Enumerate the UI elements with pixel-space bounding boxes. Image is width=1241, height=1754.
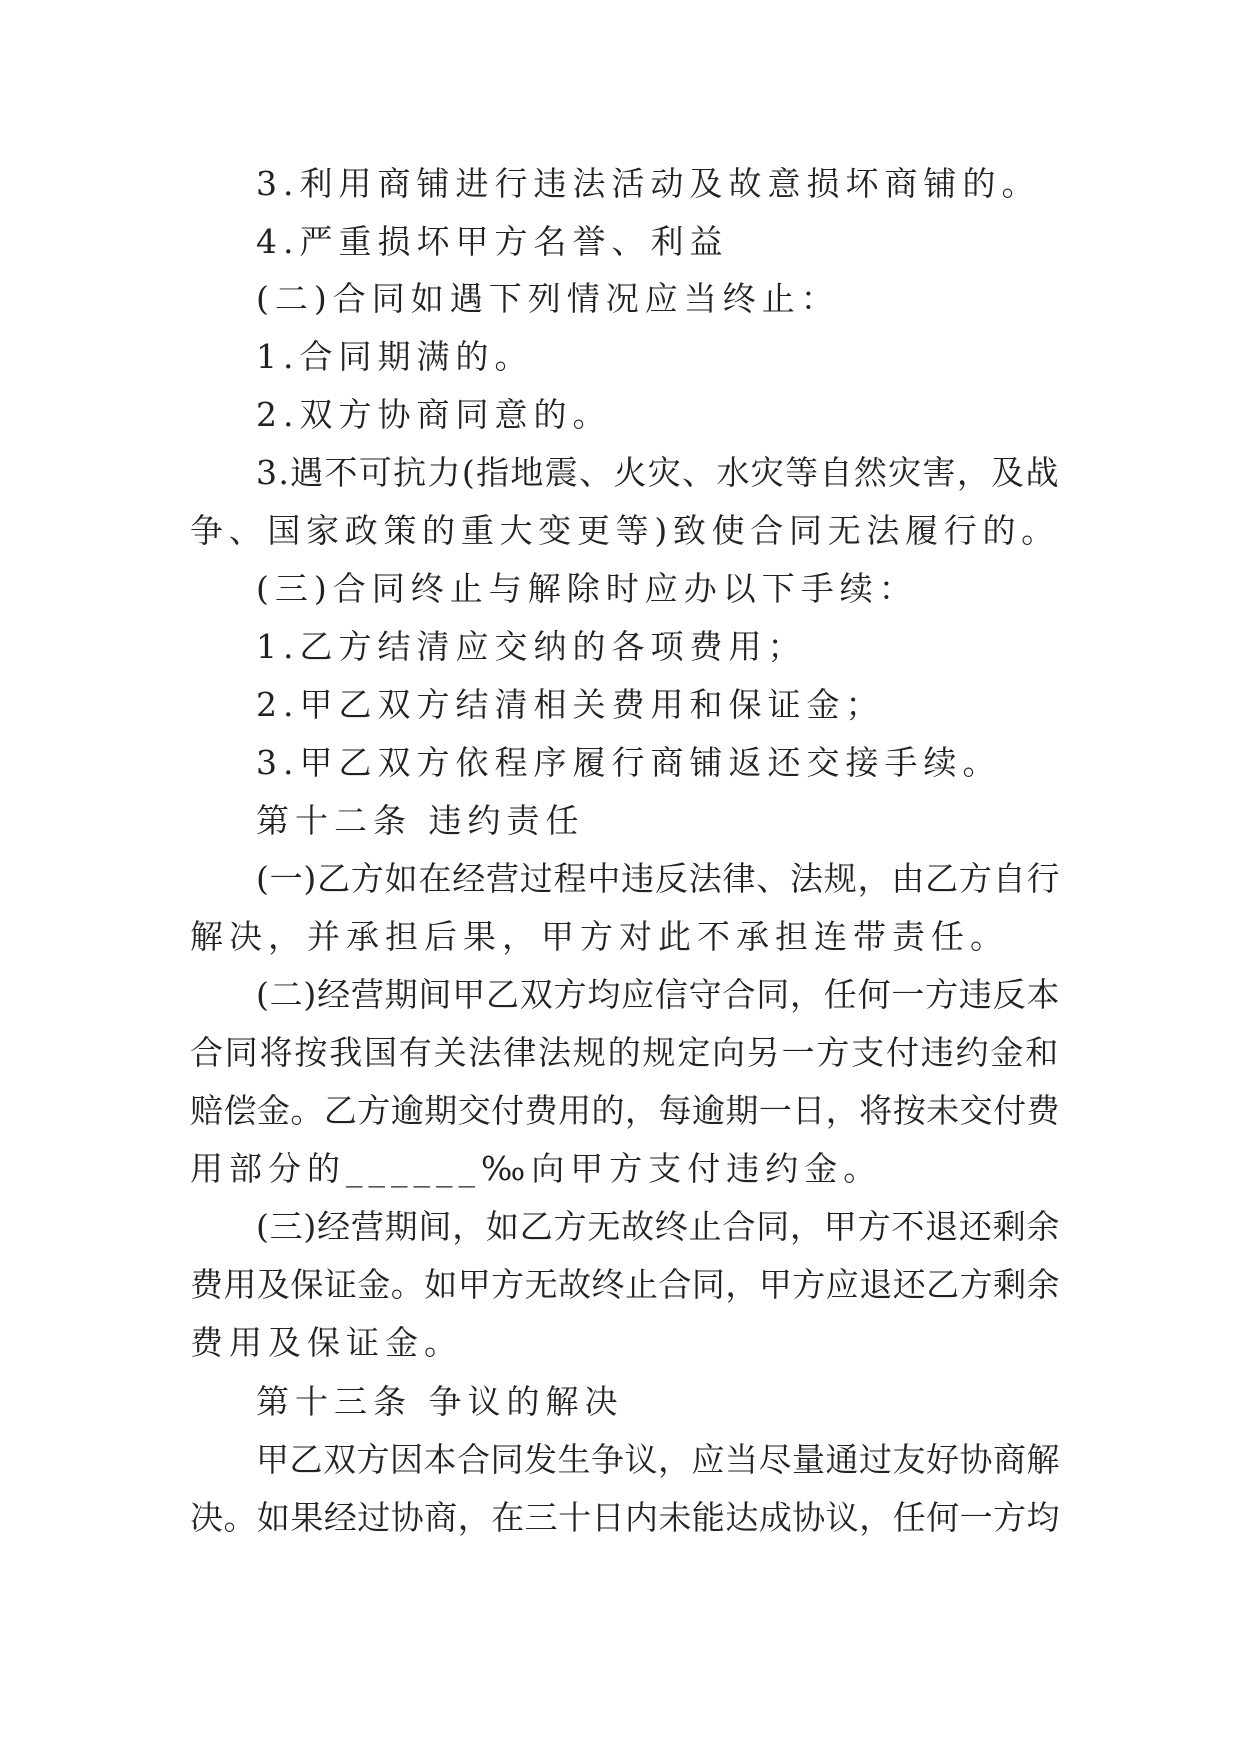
text-line: (三)经营期间，如乙方无故终止合同，甲方不退还剩余 [256,1207,1061,1246]
text-line: 甲乙双方因本合同发生争议，应当尽量通过友好协商解 [256,1440,1060,1479]
text-line: 费用及保证金。 [190,1323,463,1362]
text-line: 解决，并承担后果，甲方对此不承担连带责任。 [190,917,1009,956]
text-line: (二)合同如遇下列情况应当终止： [256,279,840,318]
text-line: (二)经营期间甲乙双方均应信守合同，任何一方违反本 [256,975,1061,1014]
text-line: 3.遇不可抗力(指地震、火灾、水灾等自然灾害，及战 [256,453,1060,492]
section-heading: 第十三条 争议的解决 [256,1382,624,1421]
text-line: 1.乙方结清应交纳的各项费用； [256,627,807,666]
text-line: 费用及保证金。如甲方无故终止合同，甲方应退还乙方剩余 [190,1265,1060,1304]
text-line: 4.严重损坏甲方名誉、利益 [256,222,729,261]
text-line: (三)合同终止与解除时应办以下手续： [256,569,918,608]
text-line: (一)乙方如在经营过程中违反法律、法规，由乙方自行 [256,859,1061,898]
text-line: 合同将按我国有关法律法规的规定向另一方支付违约金和 [190,1033,1060,1072]
section-heading: 第十二条 违约责任 [256,801,585,840]
text-line: 决。如果经过协商，在三十日内未能达成协议，任何一方均 [190,1498,1060,1537]
text-line: 1.合同期满的。 [256,337,534,376]
text-line: 争、国家政策的重大变更等)致使合同无法履行的。 [190,511,1060,550]
text-line: 3.利用商铺进行违法活动及故意损坏商铺的。 [256,164,1041,203]
text-line: 3.甲乙双方依程序履行商铺返还交接手续。 [256,743,1002,782]
text-line: 用部分的______‰向甲方支付违约金。 [190,1149,883,1188]
text-line: 2.双方协商同意的。 [256,395,612,434]
text-line: 2.甲乙双方结清相关费用和保证金； [256,685,885,724]
text-line: 赔偿金。乙方逾期交付费用的，每逾期一日，将按未交付费 [190,1091,1060,1130]
